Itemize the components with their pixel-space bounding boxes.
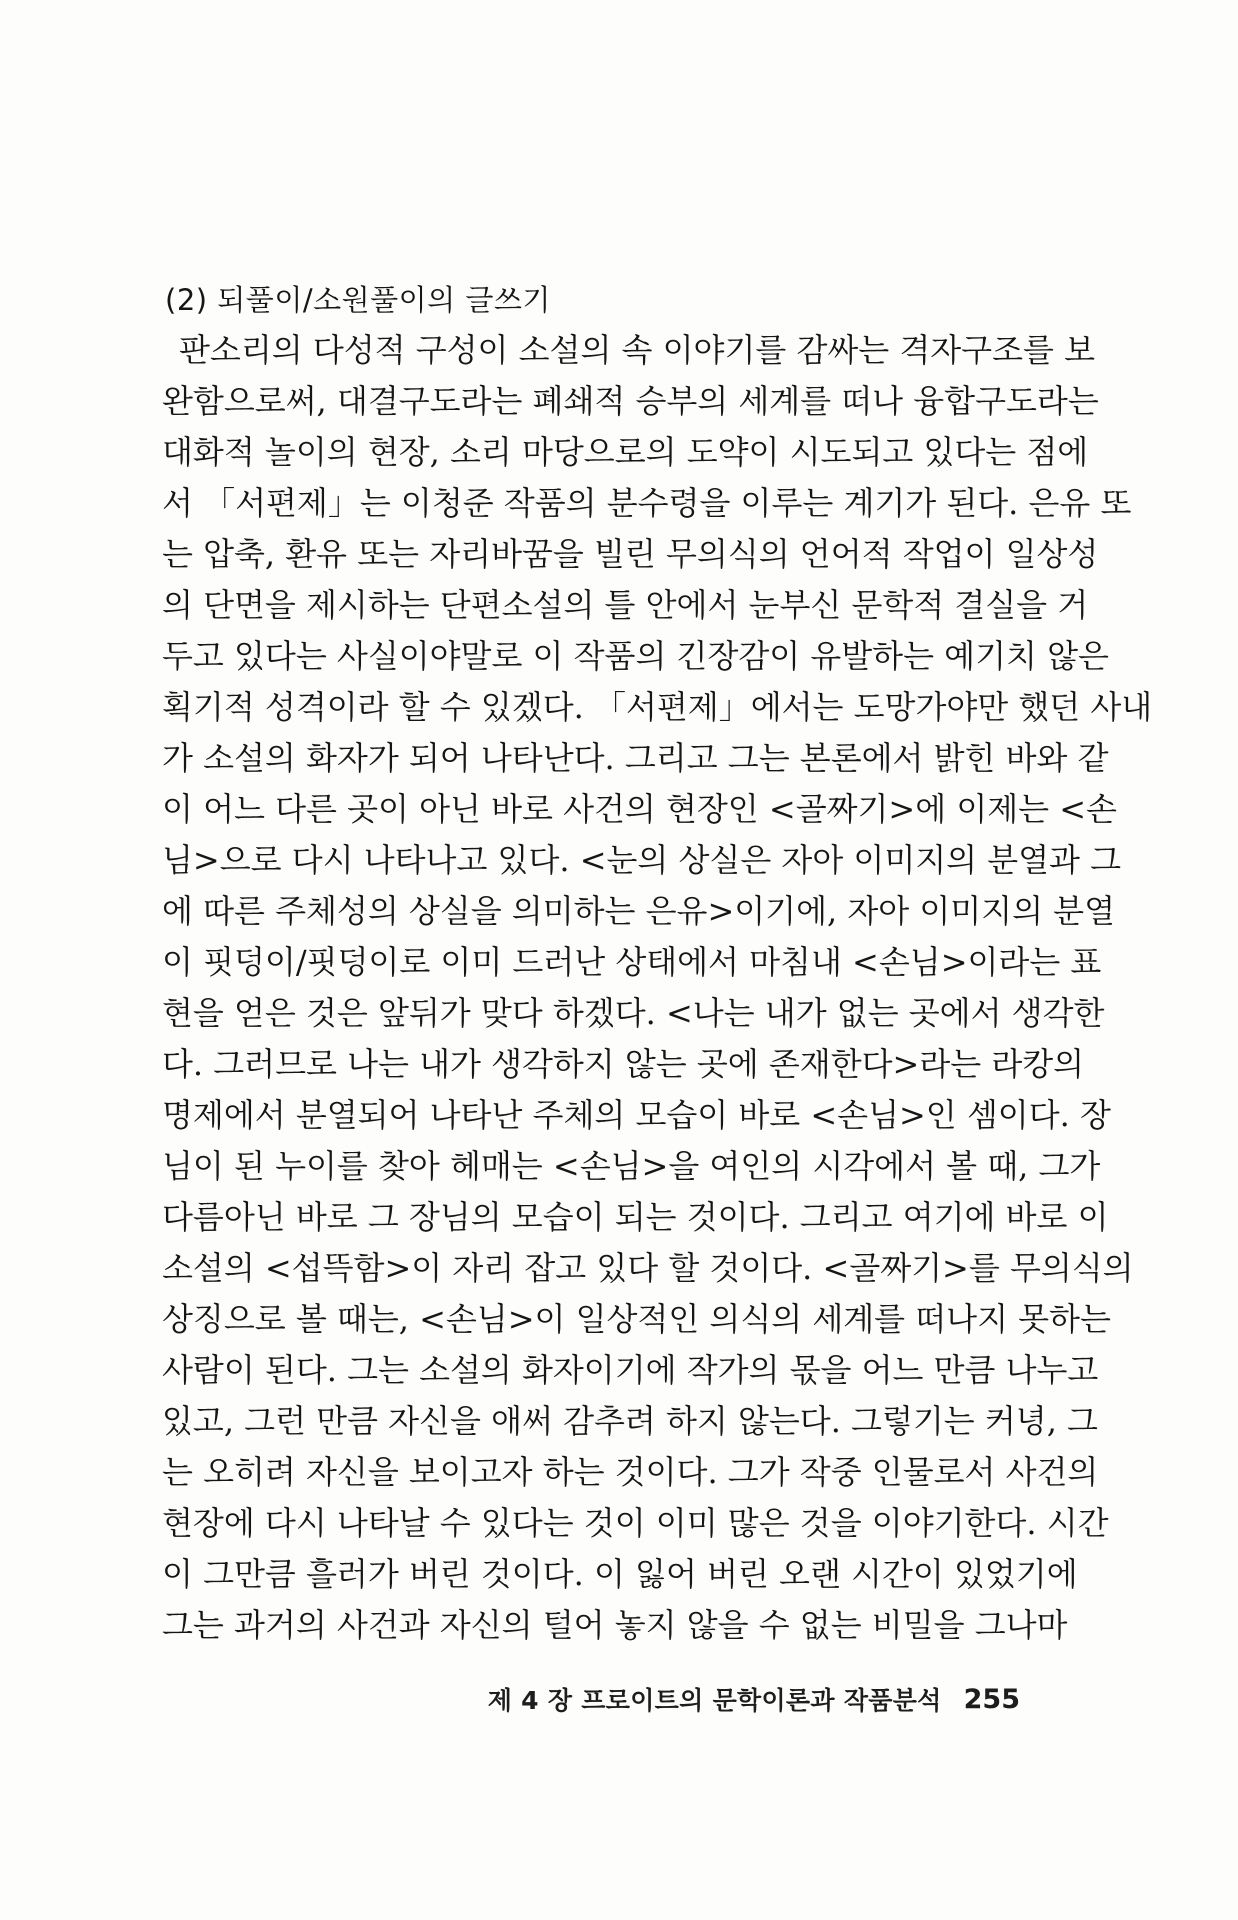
text-line: 명제에서 분열되어 나타난 주체의 모습이 바로 <손님>인 셈이다. 장: [162, 1096, 1111, 1134]
body-text: [162, 325, 1153, 1651]
text-line: 대화적 놀이의 현장, 소리 마당으로의 도약이 시도되고 있다는 점에: [162, 433, 1089, 471]
text-line: 이 핏덩이/핏덩이로 이미 드러난 상태에서 마침내 <손님>이라는 표: [162, 943, 1102, 981]
text-line: 판소리의 다성적 구성이 소설의 속 이야기를 감싸는 격자구조를 보: [179, 331, 1096, 369]
text-line: 는 오히려 자신을 보이고자 하는 것이다. 그가 작중 인물로서 사건의: [162, 1453, 1099, 1491]
text-line: 다름아닌 바로 그 장님의 모습이 되는 것이다. 그리고 여기에 바로 이: [162, 1198, 1109, 1236]
text-line: 현장에 다시 나타날 수 있다는 것이 이미 많은 것을 이야기한다. 시간: [162, 1504, 1109, 1542]
text-line: 서 「서편제」는 이청준 작품의 분수령을 이루는 계기가 된다. 은유 또: [162, 484, 1132, 522]
text-line: 완함으로써, 대결구도라는 폐쇄적 승부의 세계를 떠나 융합구도라는: [162, 382, 1099, 420]
chapter-title: 제 4 장 프로이트의 문학이론과 작품분석: [487, 1686, 942, 1715]
text-line: 현을 얻은 것은 앞뒤가 맞다 하겠다. <나는 내가 없는 곳에서 생각한: [162, 994, 1105, 1032]
text-line: 님이 된 누이를 찾아 헤매는 <손님>을 여인의 시각에서 볼 때, 그가: [162, 1147, 1101, 1185]
text-line: 획기적 성격이라 할 수 있겠다. 「서편제」에서는 도망가야만 했던 사내: [162, 688, 1153, 726]
text-line: 그는 과거의 사건과 자신의 털어 놓지 않을 수 없는 비밀을 그나마: [162, 1606, 1068, 1644]
text-line: 소설의 <섭뜩함>이 자리 잡고 있다 할 것이다. <골짜기>를 무의식의: [162, 1249, 1134, 1287]
text-line: 에 따른 주체성의 상실을 의미하는 은유>이기에, 자아 이미지의 분열: [162, 892, 1115, 930]
text-line: 가 소설의 화자가 되어 나타난다. 그리고 그는 본론에서 밝힌 바와 같: [162, 739, 1109, 777]
section-heading: (2) 되풀이/소원풀이의 글쓰기: [165, 283, 551, 317]
text-line: 있고, 그런 만큼 자신을 애써 감추려 하지 않는다. 그렇기는 커녕, 그: [162, 1402, 1098, 1440]
text-line: 이 어느 다른 곳이 아닌 바로 사건의 현장인 <골짜기>에 이제는 <손: [162, 790, 1117, 828]
text-line: 두고 있다는 사실이야말로 이 작품의 긴장감이 유발하는 예기치 않은: [162, 637, 1109, 675]
page-number: 255: [963, 1683, 1020, 1715]
running-footer: [487, 1679, 1020, 1719]
text-line: 다. 그러므로 나는 내가 생각하지 않는 곳에 존재한다>라는 라캉의: [162, 1045, 1085, 1083]
text-line: 이 그만큼 흘러가 버린 것이다. 이 잃어 버린 오랜 시간이 있었기에: [162, 1555, 1078, 1593]
text-line: 님>으로 다시 나타나고 있다. <눈의 상실은 자아 이미지의 분열과 그: [162, 841, 1122, 879]
text-line: 의 단면을 제시하는 단편소설의 틀 안에서 눈부신 문학적 결실을 거: [162, 586, 1089, 624]
text-line: 는 압축, 환유 또는 자리바꿈을 빌린 무의식의 언어적 작업이 일상성: [162, 535, 1099, 573]
text-line: 상징으로 볼 때는, <손님>이 일상적인 의식의 세계를 떠나지 못하는: [162, 1300, 1111, 1338]
text-line: 사람이 된다. 그는 소설의 화자이기에 작가의 몫을 어느 만큼 나누고: [162, 1351, 1099, 1389]
